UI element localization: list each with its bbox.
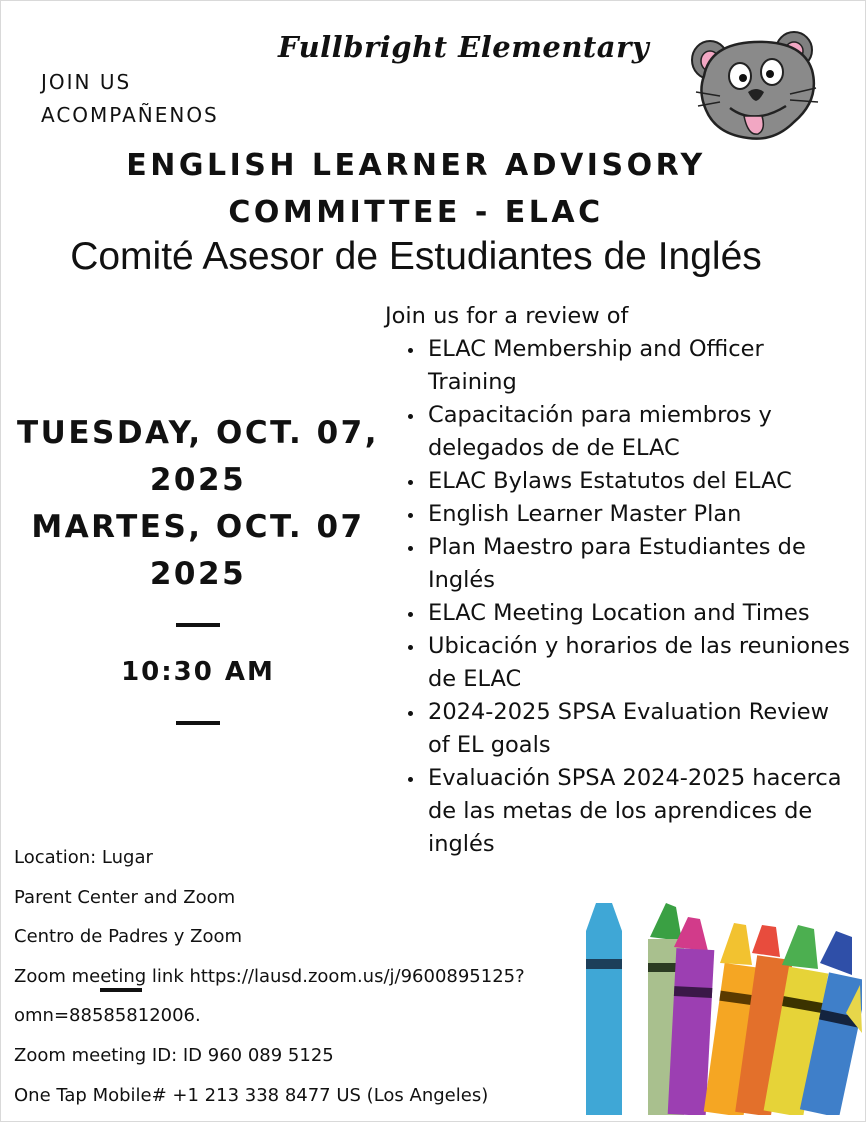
list-item: ELAC Meeting Location and Times [428,597,855,630]
join-us-spanish: ACOMPAÑENOS [41,103,219,127]
date-spanish-line-1: MARTES, OCT. 07 [31,509,365,545]
location-english: Parent Center and Zoom [14,886,236,908]
divider-dash [176,623,220,627]
review-list [385,333,855,861]
join-us-english: JOIN US [41,70,132,94]
date-block [10,410,386,747]
one-tap-mobile: One Tap Mobile# +1 213 338 8477 US (Los Angeles) [14,1084,489,1106]
crayons-image [584,903,862,1115]
list-item: English Learner Master Plan [428,498,855,531]
title-line-1: ENGLISH LEARNER ADVISORY [126,148,706,183]
meeting-time: 10:30 AM [121,657,275,687]
list-item: Capacitación para miembros y delegados de de ELAC [428,399,855,465]
title-spanish: Comité Asesor de Estudiantes de Inglés [70,235,762,278]
list-item: Plan Maestro para Estudiantes de Inglés [428,531,855,597]
date-english-line-2: 2025 [149,462,247,498]
panther-mascot-icon [690,30,826,152]
list-item: ELAC Membership and Officer Training [428,333,855,399]
location-block [14,838,525,1115]
zoom-meeting-id: Zoom meeting ID: ID 960 089 5125 [14,1044,334,1066]
location-label: Location: Lugar [14,847,153,868]
zoom-link-continued[interactable]: omn=88585812006. [14,1005,201,1027]
location-spanish: Centro de Padres y Zoom [14,926,243,948]
title-line-2: COMMITTEE - ELAC [228,195,604,230]
underline-mark [100,988,142,992]
list-item: Ubicación y horarios de las reuniones de ELAC [428,630,855,696]
list-item: ELAC Bylaws Estatutos del ELAC [428,465,855,498]
date-spanish-line-2: 2025 [149,556,247,592]
join-us-block [41,66,219,132]
date-english-line-1: TUESDAY, OCT. 07, [17,415,379,451]
list-item: 2024-2025 SPSA Evaluation Review of EL goals [428,696,855,762]
divider-dash [176,721,220,725]
review-section [385,300,855,861]
list-item: Evaluación SPSA 2024-2025 hacerca de las metas de los aprendices de inglés [428,762,855,861]
school-name: Fullbright Elementary [278,30,650,64]
review-intro: Join us for a review of [385,303,629,329]
zoom-link[interactable]: Zoom meeting link https://lausd.zoom.us/j/9600895125? [14,965,525,987]
